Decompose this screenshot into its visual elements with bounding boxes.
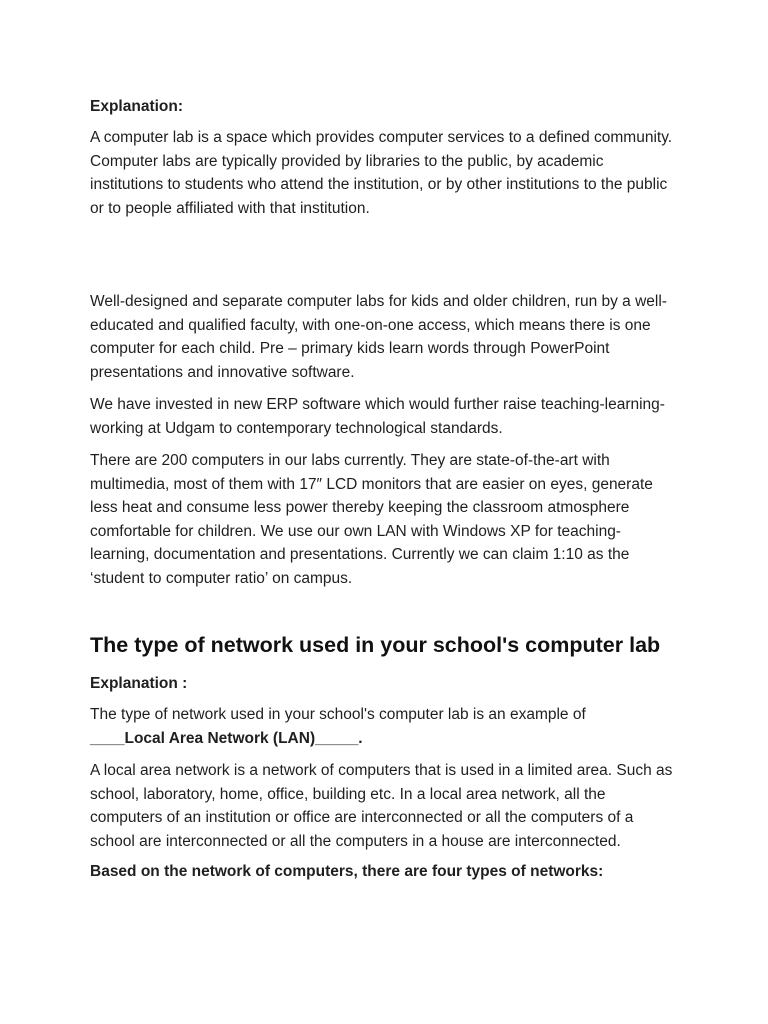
paragraph-erp-software: We have invested in new ERP software which would further raise teaching-learning-working at Udgam to contemporary technological standards.	[90, 396, 665, 437]
paragraph-lan-definition: A local area network is a network of computers that is used in a limited area. Such as school, laboratory, home, office, building etc. In a local area network, all the computers of an institution or office are interconnected or all the computers of a school are interconnected or all the computers in a house are interconnected.	[90, 762, 673, 850]
paragraph-computer-labs-for-kids: Well-designed and separate computer labs for kids and older children, run by a well-educated and qualified faculty, with one-on-one access, which means there is one computer for each child. Pre – primary kids learn words through PowerPoint presentations and innovative software.	[90, 293, 667, 381]
answer-lan-text: ____Local Area Network (LAN)_____.	[90, 729, 363, 747]
network-types-intro: Based on the network of computers, there are four types of networks:	[90, 863, 604, 880]
paragraph-lab-computers: There are 200 computers in our labs currently. They are state-of-the-art with multimedia, most of them with 17″ LCD monitors that are easier on eyes, generate less heat and consume less power thereby keeping the classroom atmosphere comfortable for children. We use our own LAN with Windows XP for teaching-learning, documentation and presentations. Currently we can claim 1:10 as the ‘student to computer ratio’ on campus.	[90, 452, 653, 587]
section-heading-network-type: The type of network used in your school's computer lab	[90, 633, 661, 657]
explanation-label-2: Explanation :	[90, 675, 188, 692]
paragraph-computer-lab-definition: A computer lab is a space which provides computer services to a defined community. Computer labs are typically provided by libraries to the public, by academic institutions to students who attend the institution, or by other institutions to the public or to people affiliated with that institution.	[90, 129, 673, 217]
answer-intro-text: The type of network used in your school's computer lab is an example of	[90, 706, 586, 723]
document-page	[90, 96, 680, 883]
paragraph-answer	[90, 703, 680, 750]
explanation-label: Explanation:	[90, 98, 184, 115]
